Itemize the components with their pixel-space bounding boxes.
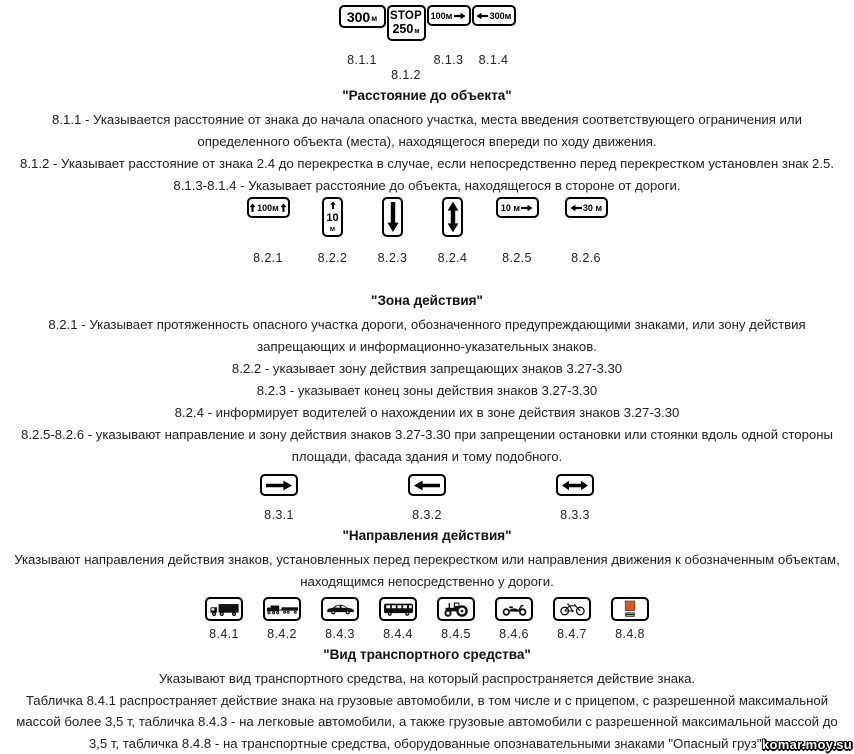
down-arrow-icon <box>387 201 399 233</box>
sign-8-2-1 <box>247 197 290 218</box>
sign-8-2-3 <box>382 197 403 237</box>
section-title-zone: "Зона действия" <box>371 293 483 308</box>
sign-value: 300 <box>346 8 371 25</box>
sign-8-4-5 <box>437 597 475 621</box>
sign-8-4-4 <box>379 597 417 621</box>
right-arrow-icon <box>265 480 293 491</box>
left-arrow-icon <box>476 12 488 20</box>
paragraph-8-1-1: 8.1.1 - Указывается расстояние от знака до начала опасного участка, места введения соответствующего ограничения или определенного объекта (места), находящегося впереди по ходу движения. <box>52 112 802 149</box>
sign-8-4-6 <box>495 597 533 621</box>
sign-cell <box>247 197 290 266</box>
sign-cell <box>260 474 298 523</box>
sign-cell <box>553 597 591 642</box>
sign-cell <box>472 5 516 68</box>
sign-8-4-8 <box>611 597 649 621</box>
section-zone <box>0 197 854 468</box>
sign-row-zone <box>0 197 854 266</box>
sign-cell <box>611 597 649 642</box>
up-arrow-icon <box>280 203 287 212</box>
sign-number-label: 8.2.1 <box>253 251 283 265</box>
site-watermark: komar.moy.su <box>761 737 852 752</box>
sign-cell <box>408 474 446 523</box>
right-arrow-icon <box>454 12 466 20</box>
sign-text: 100м <box>257 202 279 213</box>
paragraph-8-1-2: 8.1.2 - Указывает расстояние от знака 2.4 до перекрестка в случае, если непосредственно перед перекрестком установлен знак 2.5. <box>20 156 834 171</box>
sign-number-label: 8.2.2 <box>317 251 348 265</box>
sign-row-distance <box>0 5 854 83</box>
sign-number-label: 8.4.2 <box>267 627 297 641</box>
sign-cell <box>556 474 594 523</box>
paragraph-8-2-3: 8.2.3 - указывает конец зоны действия знаков 3.27-3.30 <box>256 383 598 398</box>
sign-8-3-3 <box>556 474 594 496</box>
dangerous-goods-icon <box>620 600 640 618</box>
left-right-arrow-icon <box>561 480 589 491</box>
sign-cell <box>205 597 243 642</box>
sign-8-3-2 <box>408 474 446 496</box>
sign-number-label: 8.4.4 <box>383 627 413 641</box>
up-arrow-icon <box>329 201 337 209</box>
bicycle-icon <box>558 602 587 616</box>
section-title-vehicle: "Вид транспортного средства" <box>323 647 531 662</box>
paragraph-8-2-1: 8.2.1 - Указывает протяженность опасного участка дороги, обозначенного предупреждающими знаками, или зону действия запрещающих и информационно-указательных знаков. <box>48 317 806 354</box>
sign-number-label: 8.2.4 <box>437 251 468 265</box>
sign-cell <box>437 597 475 642</box>
section-distance <box>0 5 854 197</box>
sign-text: 30 м <box>582 202 603 213</box>
sign-unit: м <box>371 14 378 23</box>
sign-cell <box>263 597 301 642</box>
paragraph-direction: Указывают направления действия знаков, установленных перед перекрестком или направления движения к обозначенным объектам, находящимся непосредственно у дороги. <box>14 552 840 589</box>
truck-icon <box>209 602 240 617</box>
up-down-arrow-icon <box>447 201 459 233</box>
sign-text: 10 м <box>500 202 521 213</box>
sign-cell <box>379 597 417 642</box>
sign-row-vehicle <box>0 597 854 642</box>
sign-number-label: 8.4.1 <box>209 627 239 641</box>
sign-number-label: 8.4.5 <box>441 627 471 641</box>
sign-number-label: 8.1.3 <box>433 53 464 67</box>
sign-cell <box>436 197 470 266</box>
left-arrow-icon <box>413 480 441 491</box>
sign-value: 10 <box>326 211 339 224</box>
sign-8-4-1 <box>205 597 243 621</box>
paragraph-8-2-2: 8.2.2 - указывает зону действия запрещающих знаков 3.27-3.30 <box>231 361 623 376</box>
paragraph-vehicle-intro: Указывают вид транспортного средства, на который распространяется действие знака. <box>158 671 696 686</box>
section-direction <box>0 474 854 593</box>
sign-cell <box>565 197 608 266</box>
sign-number-label: 8.2.6 <box>571 251 601 265</box>
sign-number-label: 8.2.3 <box>377 251 408 265</box>
sign-unit: м <box>414 27 420 35</box>
sign-number-label: 8.3.1 <box>264 508 294 522</box>
car-icon <box>326 603 355 615</box>
paragraph-8-2-5-8-2-6: 8.2.5-8.2.6 - указывают направление и зону действия знаков 3.27-3.30 при запрещении остановки или стоянки вдоль одной стороны площади, фасада здания и тому подобного. <box>20 427 833 464</box>
sign-number-label: 8.1.1 <box>347 53 377 67</box>
sign-number-label: 8.3.3 <box>560 508 590 522</box>
paragraph-8-2-4: 8.2.4 - информирует водителей о нахождении их в зоне действия знаков 3.27-3.30 <box>174 405 680 420</box>
sign-cell <box>387 5 426 83</box>
section-title-direction: "Направления действия" <box>342 528 512 543</box>
paragraph-8-1-3-8-1-4: 8.1.3-8.1.4 - Указывает расстояние до объекта, находящегося в стороне от дороги. <box>173 178 681 193</box>
sign-8-4-7 <box>553 597 591 621</box>
sign-8-4-3 <box>321 597 359 621</box>
tractor-icon <box>443 601 469 617</box>
sign-value: 250 <box>392 22 414 36</box>
sign-8-2-2 <box>322 197 343 237</box>
sign-cell <box>339 5 386 68</box>
sign-cell <box>496 197 539 266</box>
sign-8-2-6 <box>565 197 608 218</box>
sign-row-direction <box>0 474 854 523</box>
sign-8-1-1 <box>339 5 386 28</box>
sign-number-label: 8.4.3 <box>325 627 355 641</box>
sign-text: 100м <box>430 10 453 21</box>
sign-cell <box>316 197 350 266</box>
sign-8-1-3 <box>427 5 471 26</box>
up-arrow-icon <box>249 203 256 212</box>
section-title-distance: "Расстояние до объекта" <box>342 88 512 103</box>
sign-8-1-2 <box>387 5 426 41</box>
sign-number-label: 8.2.5 <box>502 251 532 265</box>
sign-unit: м <box>329 226 336 233</box>
stop-word: STOP <box>390 9 422 22</box>
sign-cell <box>495 597 533 642</box>
bus-icon <box>383 602 414 616</box>
left-arrow-icon <box>570 204 582 212</box>
sign-number-label: 8.1.4 <box>478 53 509 67</box>
sign-number-label: 8.4.7 <box>557 627 587 641</box>
sign-8-1-4 <box>472 5 516 26</box>
moped-icon <box>501 602 528 616</box>
sign-text: 300м <box>489 10 512 21</box>
sign-8-2-5 <box>496 197 539 218</box>
right-arrow-icon <box>521 204 533 212</box>
sign-8-3-1 <box>260 474 298 496</box>
sign-cell <box>376 197 410 266</box>
paragraph-vehicle-details: Табличка 8.4.1 распространяет действие знака на грузовые автомобили, в том числе и с прицепом, с разрешенной максимальной массой более 3,5 т, табличка 8.4.3 - на легковые автомобили, а также грузовые автомобили с разрешенной максимальной массой до 3,5 т, табличка 8.4.8 - на транспортные средства, оборудованные опознавательными знаками "Опасный груз". <box>16 692 838 751</box>
sign-8-4-2 <box>263 597 301 621</box>
sign-number-label: 8.4.6 <box>499 627 529 641</box>
truck-trailer-icon <box>266 603 299 616</box>
sign-cell <box>427 5 471 68</box>
sign-cell <box>321 597 359 642</box>
section-vehicle <box>0 597 854 754</box>
sign-number-label: 8.3.2 <box>412 508 442 522</box>
sign-8-2-4 <box>442 197 463 237</box>
sign-number-label: 8.1.2 <box>391 68 421 82</box>
sign-number-label: 8.4.8 <box>615 627 645 641</box>
